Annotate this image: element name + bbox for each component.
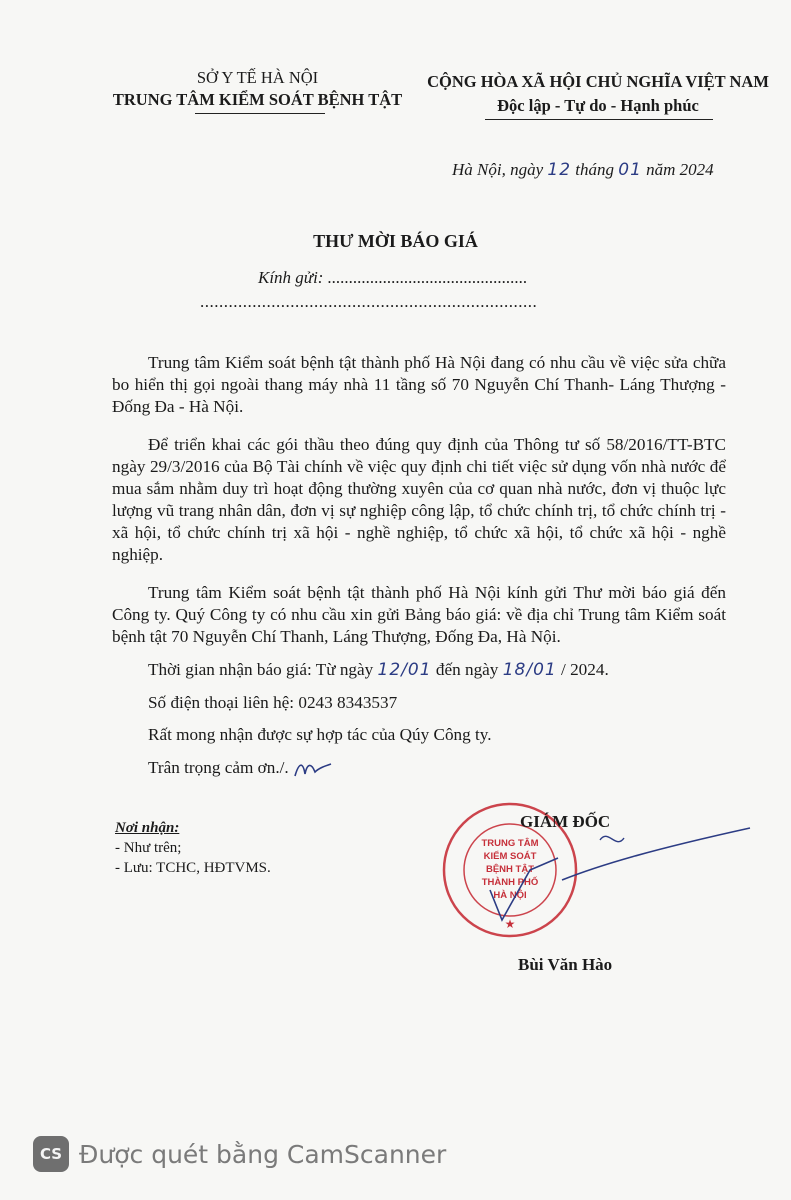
quote-time-line: Thời gian nhận báo giá: Từ ngày 12/01 đến ngày 18/01 / 2024. — [148, 660, 609, 680]
camscanner-logo-icon: CS — [33, 1136, 69, 1172]
agency-parent: SỞ Y TẾ HÀ NỘI — [196, 68, 319, 87]
camscanner-text: Được quét bằng CamScanner — [79, 1139, 447, 1169]
document-date — [452, 160, 714, 180]
motto-underline — [485, 119, 713, 120]
stamp-star-icon: ★ — [504, 917, 516, 931]
handwritten-signature — [560, 820, 760, 890]
cooperation-line: Rất mong nhận được sự hợp tác của Qúy Công ty. — [148, 725, 492, 744]
recipients-block — [115, 818, 271, 878]
initials-scribble — [293, 758, 333, 780]
date-year: năm 2024 — [646, 160, 714, 179]
stamp-line-2: KIỂM SOÁT — [483, 851, 537, 862]
stamp-line-5: HÀ NỘI — [493, 890, 527, 901]
recipients-title: Nơi nhận: — [115, 820, 180, 836]
date-day-handwritten: 12 — [547, 160, 572, 180]
paragraph-need: Trung tâm Kiểm soát bệnh tật thành phố Hà Nội đang có nhu cầu về việc sửa chữa bo hiển thị gọi ngoài thang máy nhà 11 tầng số 70 Nguyễn Chí Thanh- Láng Thượng - Đống Đa - Hà Nội. — [112, 353, 726, 416]
quote-to-month: 01 — [533, 660, 557, 680]
date-month-handwritten: 01 — [618, 160, 642, 180]
date-month-label: tháng — [575, 160, 615, 179]
paragraph-invitation: Trung tâm Kiểm soát bệnh tật thành phố Hà Nội kính gửi Thư mời báo giá đến Công ty. Quý Công ty có nhu cầu xin gửi Bảng báo giá: về địa chỉ Trung tâm Kiểm soát bệnh tật 70 Nguyễn Chí Thanh, Láng Thượng, Đống Đa, Hà Nội. — [112, 583, 726, 646]
quote-from-day: 12 — [377, 660, 402, 680]
signer-position: GIÁM ĐỐC — [520, 812, 611, 831]
stamp-line-1: TRUNG TÂM — [481, 838, 539, 849]
document-title: THƯ MỜI BÁO GIÁ — [313, 231, 478, 251]
phone-line: Số điện thoại liên hệ: 0243 8343537 — [148, 693, 398, 712]
quote-from-month: 01 — [407, 660, 432, 680]
paragraph-regulation: Để triển khai các gói thầu theo đúng quy định của Thông tư số 58/2016/TT-BTC ngày 29/3/2016 của Bộ Tài chính về việc quy định chi tiết việc sử dụng vốn nhà nước để mua sắm nhằm duy trì hoạt động thường xuyên của cơ quan nhà nước, đơn vị thuộc lực lượng vũ trang nhân dân, đơn vị sự nghiệp công lập, tổ chức chính trị, tổ chức chính trị - xã hội, tổ chức chính trị xã hội - nghề nghiệp, tổ chức xã hội, tổ chức xã hội - nghề nghiệp. — [112, 435, 726, 564]
camscanner-watermark — [33, 1136, 446, 1172]
quote-to-day: 18 — [502, 660, 527, 680]
recipient-item: - Lưu: TCHC, HĐTVMS. — [115, 860, 271, 876]
quote-time-middle: đến ngày — [435, 660, 499, 679]
recipient-item: - Như trên; — [115, 840, 182, 856]
stamp-line-4: THÀNH PHỐ — [481, 877, 539, 888]
recipient-line: Kính gửi: ............................................... — [258, 268, 528, 287]
agency-name: TRUNG TÂM KIỂM SOÁT BỆNH TẬT — [112, 90, 403, 109]
national-motto: Độc lập - Tự do - Hạnh phúc — [497, 96, 699, 115]
date-prefix: Hà Nội, ngày — [452, 160, 544, 179]
stamp-line-3: BỆNH TẬT — [485, 864, 535, 875]
agency-underline — [195, 113, 325, 114]
closing-line — [148, 758, 333, 780]
recipient-dots-line: ....................................................................... — [200, 292, 538, 311]
quote-time-suffix: / 2024. — [561, 660, 609, 679]
national-title: CỘNG HÒA XÃ HỘI CHỦ NGHĨA VIỆT NAM — [427, 72, 769, 91]
closing-text: Trân trọng cảm ơn./. — [148, 758, 289, 777]
signer-name: Bùi Văn Hào — [518, 955, 613, 974]
quote-time-prefix: Thời gian nhận báo giá: Từ ngày — [148, 660, 374, 679]
